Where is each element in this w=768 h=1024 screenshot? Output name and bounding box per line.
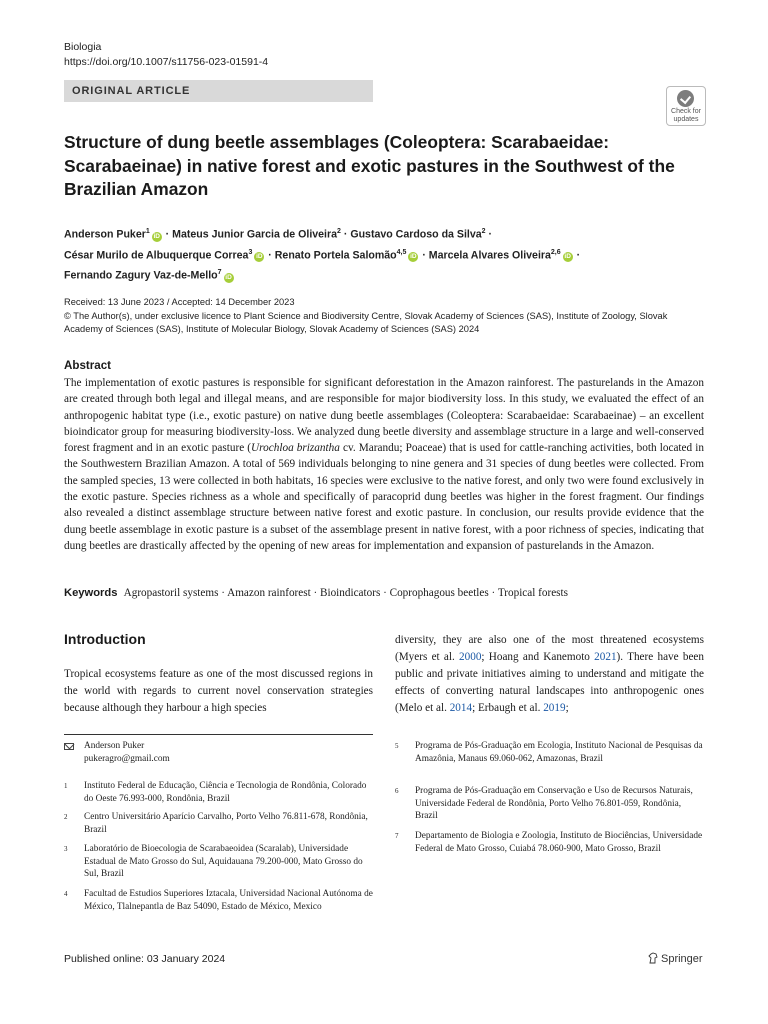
abstract-part: cv. Marandu; Poaceae) that is used for cattle-ranching activities, both located in the Southwestern Brazilian Amazon. A total of 569 individuals belonging to nine genera and 31 species of dung beetles were collected. From the sampled species, 13 were collected in both habitats, 16 species were exclusive to the native forest, and only two were found exclusively in the exotic pasture. Species richness as a whole and specifically of paracoprid dung beetles was higher in the forest fragment. Our findings also revealed a distinct assemblage structure between native forest and exotic pasture. In conclusion, our results provide evidence that the dung beetle assemblage in exotic pasture is a subset of the assemblage present in native forest, with a poor richness of species, indicating that dung beetles are drastically affected by the opening of new areas for implementation and expansion of pasturelands in the Amazon.	[64, 442, 704, 552]
check-updates-line2: updates	[673, 115, 699, 123]
springer-horse-icon	[648, 952, 658, 964]
article-title: Structure of dung beetle assemblages (Coleoptera: Scarabaeidae: Scarabaeinae) in native forest and exotic pastures in the Southwest of the Brazilian Amazon	[64, 132, 675, 199]
author-name[interactable]: Fernando Zagury Vaz-de-Mello	[64, 269, 218, 282]
footnote-text: Programa de Pós-Graduação em Ecologia, Instituto Nacional de Pesquisas da Amazônia, Manaus 69.060-062, Amazonas, Brazil	[415, 741, 703, 764]
citation-link[interactable]: 2014	[449, 702, 473, 714]
footnote-number: 6	[395, 787, 399, 795]
citation-link[interactable]: 2019	[543, 702, 566, 714]
citation-link[interactable]: 2000	[459, 651, 482, 663]
orcid-icon[interactable]: iD	[225, 273, 232, 281]
affiliation-footnote	[64, 843, 373, 883]
keywords	[64, 585, 704, 601]
email-icon	[64, 743, 74, 750]
introduction-text-right	[395, 632, 704, 717]
affiliation-footnote	[395, 740, 704, 780]
footnote-text: Programa de Pós-Graduação em Conservação e Uso de Recursos Naturais, Universidade Federal de Rondônia, Porto Velho 76.801-059, Rondônia, Brazil	[415, 786, 693, 822]
published-online: Published online: 03 January 2024	[64, 953, 226, 965]
intro-text: ). There have been public and private initiatives aiming to understand and mitigate the effects of converting natural landscapes into anthropogenic ones (Melo et al.	[395, 651, 704, 714]
author-name[interactable]: César Murilo de Albuquerque Correa	[64, 249, 249, 262]
corresponding-email[interactable]: pukeragro@gmail.com	[84, 753, 170, 764]
footnote-number: 5	[395, 742, 399, 750]
check-for-updates-badge[interactable]	[666, 86, 706, 126]
affiliation-footnote	[64, 780, 373, 808]
journal-name: Biologia	[64, 41, 102, 53]
author-affiliation: 7	[217, 269, 222, 277]
keywords-text: Agropastoril systems · Amazon rainforest · Bioindicators · Coprophagous beetles · Tropical forests	[123, 587, 568, 599]
article-meta	[64, 296, 704, 337]
intro-text: diversity, they are also one of the most threatened ecosystems (Myers et al.	[395, 634, 704, 663]
footnote-number: 4	[64, 890, 68, 898]
footnote-text: Facultad de Estudios Superiores Iztacala, Universidad Nacional Autónoma de México, Tlalnepantla de Baz 54090, Estado de México, Mexico	[84, 889, 373, 912]
author-name[interactable]: Anderson Puker	[64, 228, 146, 241]
author-name[interactable]: Mateus Junior Garcia de Oliveira	[172, 228, 338, 241]
author-affiliation: 2	[481, 228, 486, 235]
affiliation-footnote	[64, 888, 373, 928]
keywords-label: Keywords	[64, 587, 118, 599]
footnote-number: 1	[64, 782, 68, 790]
footnote-text: Centro Universitário Aparício Carvalho, Porto Velho 76.811-678, Rondônia, Brazil	[84, 812, 368, 835]
affiliation-footnote	[395, 830, 704, 870]
footnote-text: Instituto Federal de Educação, Ciência e Tecnologia de Rondônia, Colorado do Oeste 76.993-000, Rondônia, Brazil	[84, 781, 367, 804]
author-affiliation: 3	[248, 248, 253, 256]
publisher-logo[interactable]	[648, 952, 703, 965]
intro-text: ;	[565, 702, 569, 714]
publisher-name: Springer	[661, 953, 703, 965]
introduction-text-left: Tropical ecosystems feature as one of the most discussed regions in the world with regards to current novel conservation strategies because although they harbour a high species	[64, 668, 373, 714]
check-updates-line1: Check for	[671, 108, 701, 115]
article-type-banner: ORIGINAL ARTICLE	[64, 80, 373, 102]
orcid-icon[interactable]: iD	[256, 253, 263, 261]
species-name: Urochloa brizantha	[251, 442, 340, 455]
citation-link[interactable]: 2021	[594, 651, 617, 663]
footnote-number: 7	[395, 832, 399, 840]
footnote-text: Departamento de Biologia e Zoologia, Instituto de Biociências, Universidade Federal de Mato Grosso, Cuiabá 78.060-900, Mato Grosso, Brazil	[415, 831, 703, 854]
author-affiliation: 1	[145, 228, 150, 235]
intro-text: ; Erbaugh et al.	[472, 702, 544, 714]
orcid-icon[interactable]: iD	[153, 232, 160, 240]
author-affiliation: 4,5	[396, 248, 407, 256]
author-affiliation: 2	[337, 228, 341, 235]
orcid-icon[interactable]: iD	[564, 253, 571, 261]
abstract-text	[64, 375, 704, 554]
journal-header	[64, 40, 268, 70]
footnote-text: Laboratório de Bioecologia de Scarabaeoidea (Scaralab), Universidade Estadual de Mato Grosso do Sul, Aquidauana 79.200-000, Mato Grosso do Sul, Brazil	[84, 844, 363, 880]
doi-link[interactable]: https://doi.org/10.1007/s11756-023-01591-4	[64, 56, 269, 68]
copyright-notice: © The Author(s), under exclusive licence to Plant Science and Biodiversity Centre, Slovak Academy of Sciences (SAS), Institute of Zoology, Slovak Academy of Sciences (SAS), Institute of Molecular Biology, Slovak Academy of Sciences (SAS) 2024	[64, 310, 668, 334]
article-dates: Received: 13 June 2023 / Accepted: 14 December 2023	[64, 297, 295, 307]
corresponding-author	[64, 740, 373, 768]
footnote-number: 3	[64, 845, 68, 853]
footnote-number: 2	[64, 813, 68, 821]
author-name[interactable]: Gustavo Cardoso da Silva	[350, 228, 482, 241]
author-list: Anderson Puker$^1$iD · Mateus Junior Garcia de Oliveira$^2$ · Gustavo Cardoso da Silva$^2$ · César Murilo de Albuquerque Correa$^3$iD · Renato Portela Salomão$^{4,5}$iD · Marcela Alvares Oliveira$^{2,6}$iD · Fernando Zagury Vaz-de-Mello$^7$iD	[64, 228, 581, 282]
author-name[interactable]: Marcela Alvares Oliveira	[428, 249, 551, 262]
abstract-heading: Abstract	[64, 359, 112, 372]
intro-text: ; Hoang and Kanemoto	[481, 651, 595, 663]
author-affiliation: 2,6	[550, 248, 561, 256]
affiliation-footnote	[64, 811, 373, 839]
check-updates-icon	[677, 90, 694, 107]
author-name[interactable]: Renato Portela Salomão	[274, 249, 397, 262]
abstract-part: The implementation of exotic pastures is responsible for significant deforestation in the Amazon rainforest. The pasturelands in the Amazon are created through both legal and illegal means, and are responsible for major biodiversity loss. In this study, we evaluated the effect of an anthropogenic habitat type (i.e., exotic pasture) on native dung beetle assemblages (Coleoptera: Scarabaeidae: Scarabaeinae) – an excellent bioindicator group for measuring biodiversity-loss. We analyzed dung beetle diversity and assemblage structure in a large and well-conserved forest fragment and in an exotic pasture (	[64, 377, 704, 455]
affiliation-footnote	[395, 785, 704, 825]
introduction-heading: Introduction	[64, 631, 146, 647]
corresponding-name: Anderson Puker	[84, 741, 145, 751]
footnote-divider	[64, 734, 373, 735]
orcid-icon[interactable]: iD	[410, 253, 417, 261]
